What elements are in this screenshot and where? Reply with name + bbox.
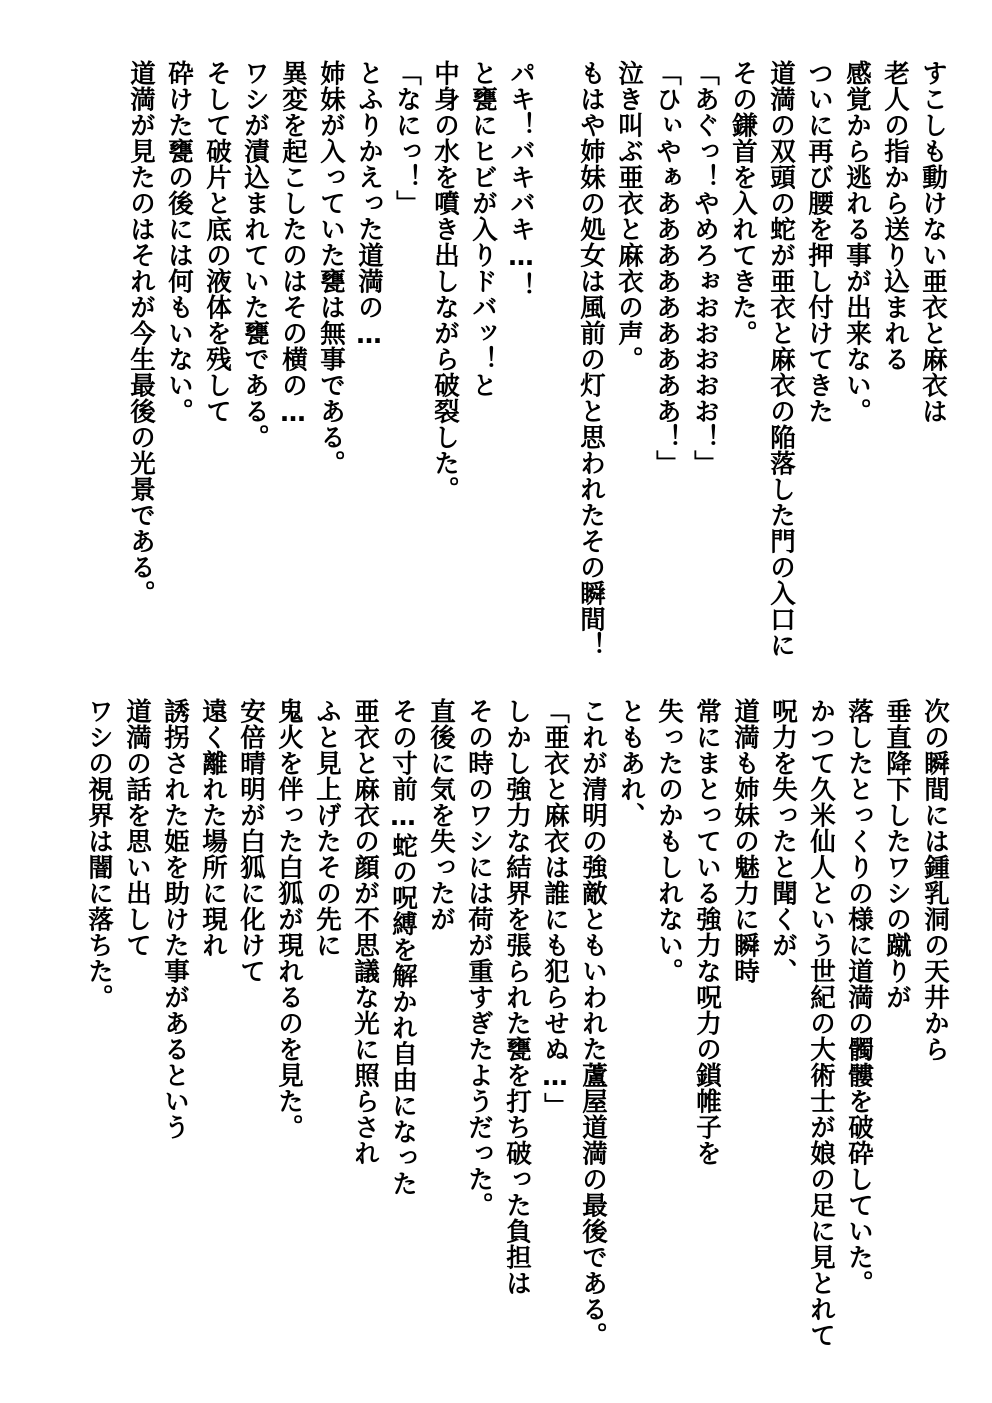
text-column: 道満も姉妹の魅力に瞬時 — [730, 698, 760, 984]
text-column: そして破片と底の液体を残して — [202, 60, 232, 424]
text-column: 誘拐された姫を助けた事があるという — [160, 698, 190, 1140]
text-column: ともあれ、 — [616, 698, 646, 828]
paragraph-gap — [540, 60, 572, 70]
dialogue-column: 「ひぃやぁあああああああああ！」 — [652, 60, 682, 476]
text-column: 道満の話を思い出して — [122, 698, 152, 958]
text-column: その時のワシには荷が重すぎたようだった。 — [464, 698, 494, 1218]
text-column: 道満が見たのはそれが今生最後の光景である。 — [126, 60, 156, 606]
text-column: 常にまとっている強力な呪力の鎖帷子を — [692, 698, 722, 1166]
dialogue-column: 「亜衣と麻衣は誰にも犯らせぬ…」 — [540, 698, 570, 1119]
text-column: 次の瞬間には鍾乳洞の天井から — [920, 698, 950, 1062]
text-column: 泣き叫ぶ亜衣と麻衣の声。 — [614, 60, 644, 372]
text-column: その鎌首を入れてきた。 — [728, 60, 758, 346]
text-column: と甕にヒビが入りドバッ！と — [468, 60, 498, 398]
text-column: 亜衣と麻衣の顔が不思議な光に照らされ — [350, 698, 380, 1166]
text-column: 鬼火を伴った白狐が現れるのを見た。 — [274, 698, 304, 1140]
upper-text-block — [122, 60, 952, 700]
text-column: ついに再び腰を押し付けてきた — [804, 60, 834, 424]
text-column: 呪力を失ったと聞くが、 — [768, 698, 798, 984]
dialogue-column: 「なにっ！」 — [392, 60, 422, 216]
text-column: 失ったのかもしれない。 — [654, 698, 684, 984]
text-column: ワシの視界は闇に落ちた。 — [84, 698, 114, 1010]
text-column: かつて久米仙人という世紀の大術士が娘の足に見とれて — [806, 698, 836, 1348]
text-column: 異変を起こしたのはその横の… — [278, 60, 308, 429]
text-column: ふと見上げたその先に — [312, 698, 342, 958]
text-column: とふりかえった道満の… — [354, 60, 384, 351]
text-column: ワシが漬込まれていた甕である。 — [240, 60, 270, 450]
text-column: 道満の双頭の蛇が亜衣と麻衣の陥落した門の入口に — [766, 60, 796, 658]
text-column: 直後に気を失ったが — [426, 698, 456, 932]
text-column: 垂直降下したワシの蹴りが — [882, 698, 912, 1010]
text-column: 安倍晴明が白狐に化けて — [236, 698, 266, 984]
text-column: すこしも動けない亜衣と麻衣は — [918, 60, 948, 424]
text-column: その寸前…蛇の呪縛を解かれ自由になった — [388, 698, 418, 1197]
text-column: 姉妹が入っていた甕は無事である。 — [316, 60, 346, 476]
text-column: しかし強力な結界を張られた甕を打ち破った負担は — [502, 698, 532, 1296]
text-column: パキ！バキバキ…！ — [506, 60, 536, 299]
text-column: これが清明の強敵ともいわれた蘆屋道満の最後である。 — [578, 698, 608, 1348]
text-column: 中身の水を噴き出しながら破裂した。 — [430, 60, 460, 502]
text-column: 老人の指から送り込まれる — [880, 60, 910, 372]
text-column: もはや姉妹の処女は風前の灯と思われたその瞬間！ — [576, 60, 606, 658]
dialogue-column: 「あぐっ！やめろぉおおおおお！」 — [690, 60, 720, 476]
lower-text-block — [80, 698, 954, 1378]
text-column: 落したとっくりの様に道満の髑髏を破砕していた。 — [844, 698, 874, 1296]
text-column: 感覚から逃れる事が出来ない。 — [842, 60, 872, 424]
text-column: 遠く離れた場所に現れ — [198, 698, 228, 958]
text-column: 砕けた甕の後には何もいない。 — [164, 60, 194, 424]
